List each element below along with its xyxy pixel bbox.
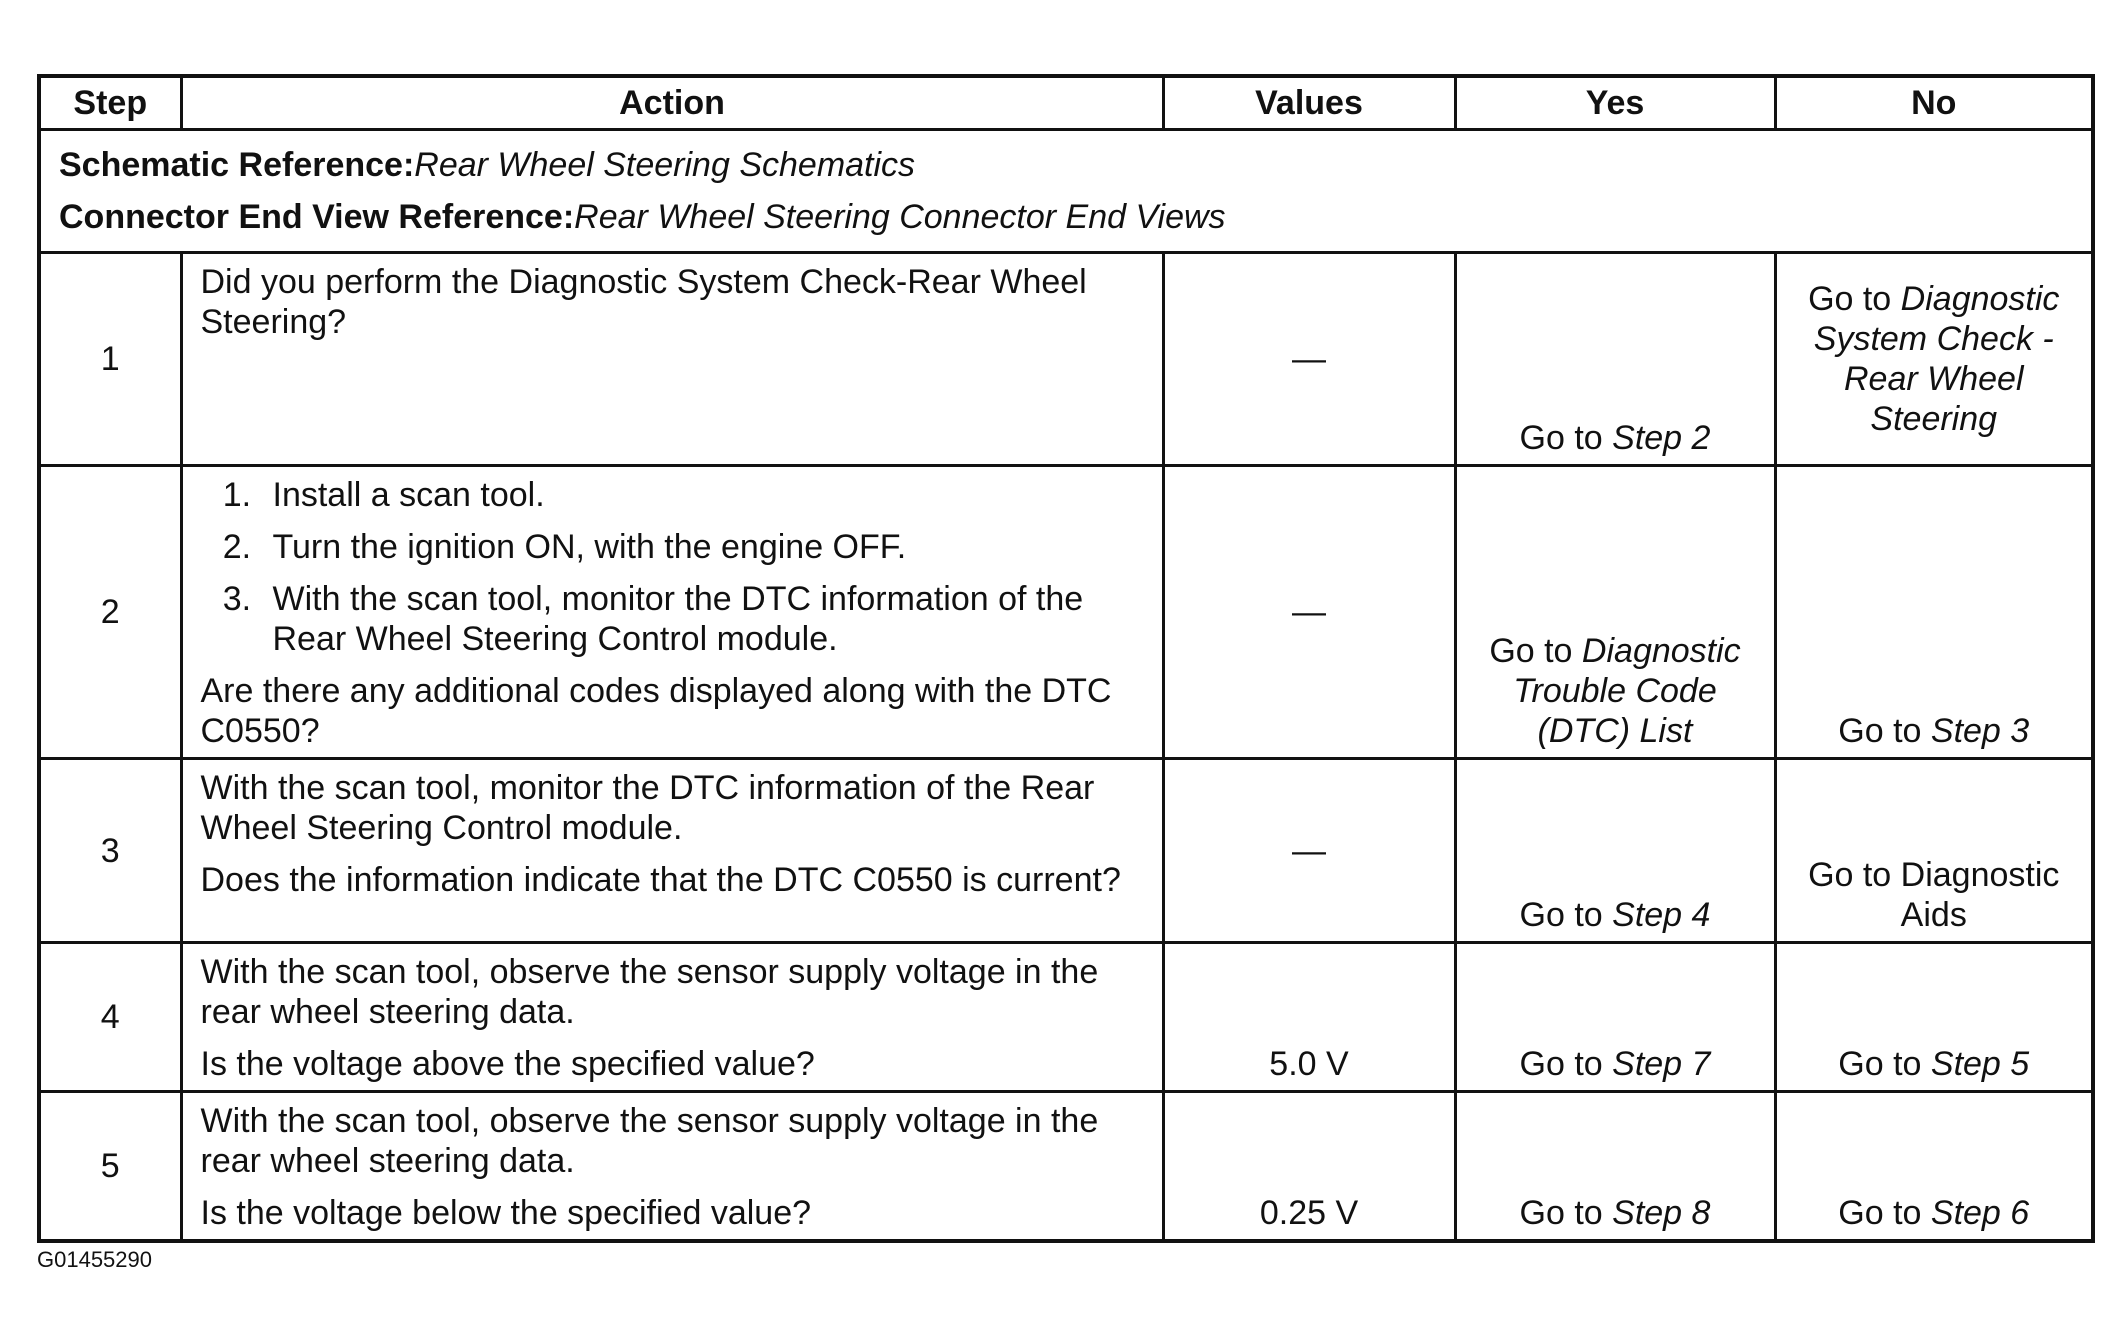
no-cell bbox=[1775, 1092, 2093, 1242]
action-cell bbox=[181, 759, 1163, 943]
step-number: 1 bbox=[39, 253, 181, 466]
action-text: Did you perform the Diagnostic System Check-Rear Wheel Steering? bbox=[200, 263, 1087, 341]
no-link[interactable]: Step 6 bbox=[1930, 1194, 2030, 1232]
figure-id: G01455290 bbox=[37, 1247, 152, 1272]
header-step: Step bbox=[39, 76, 181, 130]
action-cell bbox=[181, 943, 1163, 1092]
step-number: 2 bbox=[39, 466, 181, 759]
question-text: Are there any additional codes displayed along with the DTC C0550? bbox=[200, 672, 1112, 750]
list-item: 1. Install a scan tool. bbox=[261, 475, 1144, 515]
yes-cell bbox=[1455, 943, 1775, 1092]
connector-reference-link[interactable]: Rear Wheel Steering Connector End Views bbox=[574, 198, 1226, 236]
question-text: Does the information indicate that the DTC C0550 is current? bbox=[200, 861, 1121, 899]
yes-prefix: Go to bbox=[1489, 632, 1582, 670]
yes-link[interactable]: Step 8 bbox=[1612, 1194, 1711, 1232]
procedure-list bbox=[201, 475, 1144, 659]
header-row bbox=[39, 76, 2093, 130]
table-row bbox=[39, 253, 2093, 466]
no-prefix: Go to bbox=[1838, 1045, 1931, 1083]
yes-prefix: Go to bbox=[1519, 419, 1613, 457]
no-cell bbox=[1775, 943, 2093, 1092]
no-link[interactable]: Step 5 bbox=[1930, 1045, 2030, 1083]
step-number: 3 bbox=[39, 759, 181, 943]
step-number: 5 bbox=[39, 1092, 181, 1242]
reference-row bbox=[39, 130, 2093, 253]
no-text[interactable]: Go to Diagnostic Aids bbox=[1808, 856, 2060, 934]
value-cell: 0.25 V bbox=[1163, 1092, 1455, 1242]
schematic-reference-link[interactable]: Rear Wheel Steering Schematics bbox=[414, 146, 916, 184]
header-yes: Yes bbox=[1455, 76, 1775, 130]
list-item: 2. Turn the ignition ON, with the engine OFF. bbox=[261, 527, 1144, 567]
list-item: 3. With the scan tool, monitor the DTC information of the Rear Wheel Steering Control module. bbox=[261, 579, 1144, 659]
no-cell bbox=[1775, 253, 2093, 466]
action-cell bbox=[181, 466, 1163, 759]
yes-cell bbox=[1455, 466, 1775, 759]
no-link[interactable]: Diagnostic System Check - Rear Wheel Steering bbox=[1813, 280, 2060, 438]
question-text: Is the voltage above the specified value? bbox=[200, 1045, 815, 1083]
yes-cell bbox=[1455, 759, 1775, 943]
yes-cell bbox=[1455, 253, 1775, 466]
value-cell: — bbox=[1163, 253, 1455, 466]
diagnostic-table bbox=[37, 74, 2095, 1243]
connector-reference-label: Connector End View Reference: bbox=[59, 198, 575, 236]
yes-prefix: Go to bbox=[1519, 1194, 1613, 1232]
connector-reference bbox=[59, 191, 2073, 243]
header-values: Values bbox=[1163, 76, 1455, 130]
yes-link[interactable]: Diagnostic Trouble Code (DTC) List bbox=[1513, 632, 1741, 750]
value-cell: 5.0 V bbox=[1163, 943, 1455, 1092]
yes-link[interactable]: Step 7 bbox=[1612, 1045, 1711, 1083]
table-row bbox=[39, 466, 2093, 759]
yes-prefix: Go to bbox=[1519, 896, 1613, 934]
table-row bbox=[39, 943, 2093, 1092]
schematic-reference-label: Schematic Reference: bbox=[59, 146, 415, 184]
no-link[interactable]: Step 3 bbox=[1930, 712, 2030, 750]
header-action: Action bbox=[181, 76, 1163, 130]
no-prefix: Go to bbox=[1808, 280, 1901, 318]
no-cell bbox=[1775, 466, 2093, 759]
value-cell: — bbox=[1163, 759, 1455, 943]
action-text: With the scan tool, observe the sensor supply voltage in the rear wheel steering data. bbox=[200, 953, 1099, 1031]
value-cell: — bbox=[1163, 466, 1455, 759]
action-cell bbox=[181, 1092, 1163, 1242]
header-no: No bbox=[1775, 76, 2093, 130]
action-cell bbox=[181, 253, 1163, 466]
yes-link[interactable]: Step 2 bbox=[1612, 419, 1711, 457]
table-row bbox=[39, 759, 2093, 943]
table-row bbox=[39, 1092, 2093, 1242]
no-prefix: Go to bbox=[1838, 1194, 1931, 1232]
yes-link[interactable]: Step 4 bbox=[1612, 896, 1711, 934]
yes-cell bbox=[1455, 1092, 1775, 1242]
no-cell bbox=[1775, 759, 2093, 943]
action-text: With the scan tool, observe the sensor supply voltage in the rear wheel steering data. bbox=[200, 1102, 1099, 1180]
yes-prefix: Go to bbox=[1519, 1045, 1613, 1083]
action-text: With the scan tool, monitor the DTC information of the Rear Wheel Steering Control module. bbox=[200, 769, 1095, 847]
step-number: 4 bbox=[39, 943, 181, 1092]
diagnostic-table-container bbox=[37, 74, 2091, 1243]
question-text: Is the voltage below the specified value? bbox=[200, 1194, 812, 1232]
reference-cell bbox=[39, 130, 2093, 253]
schematic-reference bbox=[59, 139, 2073, 191]
no-prefix: Go to bbox=[1838, 712, 1931, 750]
